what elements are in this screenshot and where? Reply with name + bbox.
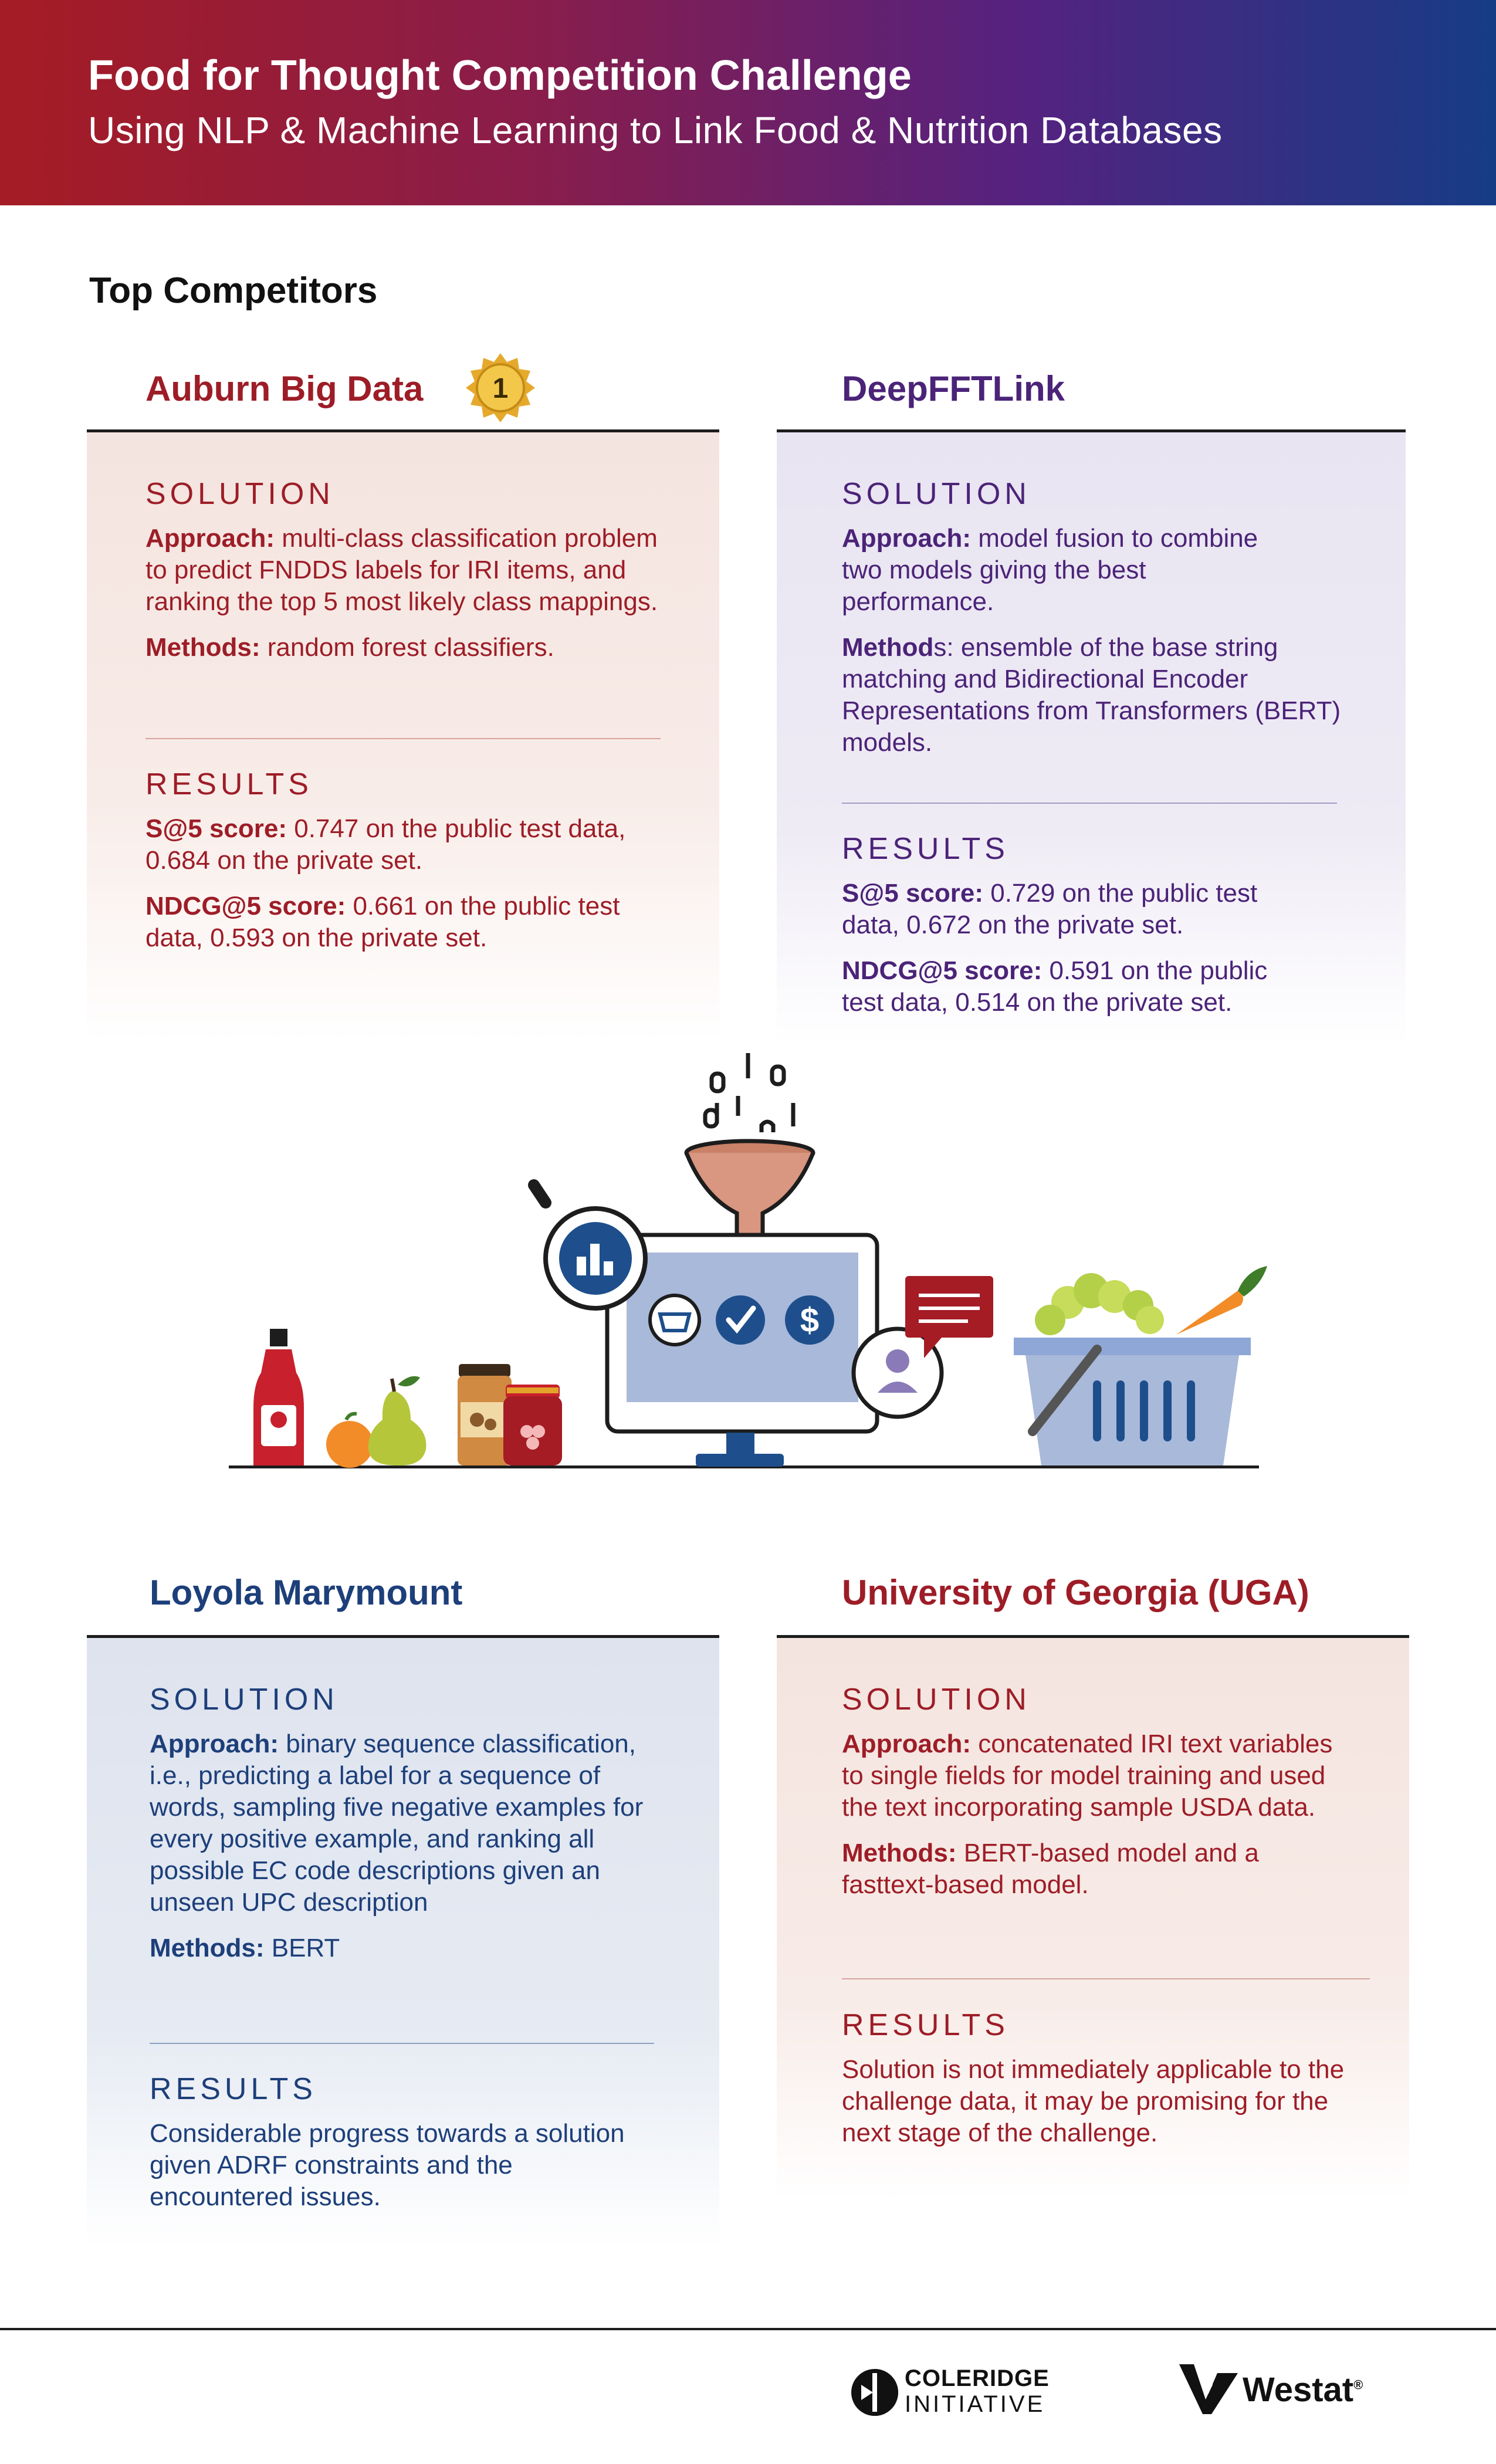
illustration bbox=[0, 1044, 1496, 1490]
approach-label: Approach: bbox=[842, 524, 971, 553]
s5-paragraph bbox=[145, 813, 662, 876]
results-loyola bbox=[150, 2073, 654, 2213]
divider-auburn bbox=[145, 738, 661, 739]
solution-heading: SOLUTION bbox=[150, 1683, 339, 1717]
team-name-loyola: Loyola Marymount bbox=[150, 1573, 463, 1612]
svg-text:$: $ bbox=[800, 1301, 820, 1339]
jars-icon bbox=[458, 1364, 562, 1465]
solution-loyola bbox=[150, 1684, 654, 1964]
results-auburn bbox=[145, 769, 662, 954]
coleridge-line1: COLERIDGE bbox=[905, 2365, 1050, 2391]
binary-digits-icon bbox=[705, 1053, 793, 1132]
approach-text: binary sequence classification, i.e., predicting a label for a sequence of words, sampling five negative examples for every positive example, and ranking all possible EC code descriptions given an unseen UPC description bbox=[150, 1729, 644, 1917]
ndcg-paragraph bbox=[842, 955, 1311, 1018]
ndcg-label: NDCG@5 score: bbox=[145, 892, 346, 920]
solution-auburn bbox=[145, 478, 662, 664]
divider-deepfftlink bbox=[842, 803, 1337, 804]
s5-paragraph bbox=[842, 878, 1311, 941]
results-uga bbox=[842, 2009, 1370, 2149]
approach-text: model fusion to combine two models giving the best performance. bbox=[842, 524, 1258, 616]
s5-label: S@5 score: bbox=[842, 879, 984, 908]
funnel-icon bbox=[686, 1141, 813, 1238]
team-name-deepfftlink: DeepFFTLink bbox=[842, 369, 1065, 408]
s5-label: S@5 score: bbox=[145, 814, 287, 843]
solution-deepfftlink bbox=[842, 478, 1358, 759]
approach-paragraph bbox=[842, 523, 1288, 618]
methods-label: Methods: bbox=[842, 1839, 957, 1867]
footer-divider bbox=[0, 2328, 1496, 2330]
page-title: Food for Thought Competition Challenge bbox=[88, 52, 912, 99]
methods-label: Methods: bbox=[145, 633, 260, 662]
results-heading: RESULTS bbox=[842, 2008, 1009, 2042]
westat-logo-text bbox=[1243, 2370, 1363, 2409]
approach-text: concatenated IRI text variables to single fields for model training and used the text incorporating sample USDA data. bbox=[842, 1729, 1333, 1822]
methods-text: s: ensemble of the base string matching and Bidirectional Encoder Representations from Transformers (BERT) models. bbox=[842, 633, 1341, 757]
approach-paragraph bbox=[842, 1728, 1358, 1823]
page-subtitle: Using NLP & Machine Learning to Link Food & Nutrition Databases bbox=[88, 109, 1223, 151]
solution-heading: SOLUTION bbox=[145, 477, 334, 511]
results-deepfftlink bbox=[842, 833, 1358, 1018]
approach-label: Approach: bbox=[842, 1729, 971, 1758]
vegetable-basket-icon bbox=[1014, 1266, 1267, 1465]
westat-registered-mark: ® bbox=[1353, 2377, 1363, 2392]
ndcg-text: 0.661 on the public test data, 0.593 on the private set. bbox=[145, 892, 620, 952]
westat-name: Westat bbox=[1243, 2371, 1354, 2409]
ndcg-text: 0.591 on the public test data, 0.514 on the private set. bbox=[842, 956, 1268, 1017]
section-title: Top Competitors bbox=[89, 270, 378, 311]
header-banner bbox=[0, 0, 1496, 205]
fruit-icon bbox=[326, 1376, 426, 1468]
magnifier-chart-icon bbox=[534, 1185, 645, 1308]
coleridge-logo-text bbox=[905, 2365, 1050, 2417]
basket-circle-icon bbox=[650, 1295, 699, 1345]
methods-paragraph bbox=[842, 632, 1346, 759]
methods-paragraph bbox=[150, 1932, 654, 1964]
s5-text: 0.729 on the public test data, 0.672 on the private set. bbox=[842, 879, 1258, 939]
ndcg-paragraph bbox=[145, 891, 662, 954]
check-circle-icon bbox=[716, 1295, 765, 1345]
methods-label: Methods: bbox=[150, 1934, 265, 1962]
results-text: Solution is not immediately applicable to the challenge data, it may be promising for the next stage of the challenge. bbox=[842, 2055, 1345, 2147]
results-text: Considerable progress towards a solution given ADRF constraints and the encountered issues. bbox=[150, 2119, 625, 2211]
coleridge-line2: INITIATIVE bbox=[905, 2391, 1045, 2417]
divider-uga bbox=[842, 1978, 1370, 1979]
solution-heading: SOLUTION bbox=[842, 477, 1031, 511]
divider-loyola bbox=[150, 2043, 654, 2044]
approach-label: Approach: bbox=[145, 524, 275, 553]
ndcg-label: NDCG@5 score: bbox=[842, 956, 1043, 985]
methods-text: random forest classifiers. bbox=[260, 633, 554, 662]
approach-label: Approach: bbox=[150, 1729, 279, 1758]
solution-uga bbox=[842, 1684, 1358, 1901]
coleridge-logo-icon bbox=[849, 2367, 900, 2418]
results-heading: RESULTS bbox=[842, 832, 1009, 866]
team-name-auburn: Auburn Big Data bbox=[145, 369, 424, 408]
results-heading: RESULTS bbox=[150, 2072, 317, 2106]
team-name-uga: University of Georgia (UGA) bbox=[842, 1573, 1309, 1612]
monitor-icon bbox=[607, 1235, 877, 1467]
badge-number: 1 bbox=[492, 373, 509, 404]
methods-text: BERT-based model and a fasttext-based model. bbox=[842, 1839, 1259, 1899]
methods-text: BERT bbox=[264, 1934, 340, 1962]
approach-paragraph bbox=[150, 1728, 654, 1918]
methods-label: Method bbox=[842, 633, 934, 662]
approach-text: multi-class classification problem to predict FNDDS labels for IRI items, and ranking the top 5 most likely class mappings. bbox=[145, 524, 658, 616]
methods-paragraph bbox=[145, 632, 662, 664]
solution-heading: SOLUTION bbox=[842, 1683, 1031, 1717]
methods-paragraph bbox=[842, 1837, 1299, 1901]
s5-text: 0.747 on the public test data, 0.684 on the private set. bbox=[145, 814, 626, 875]
results-heading: RESULTS bbox=[145, 767, 313, 801]
first-place-badge-icon bbox=[465, 352, 536, 424]
westat-logo-icon bbox=[1176, 2358, 1241, 2417]
ketchup-bottle-icon bbox=[253, 1329, 304, 1465]
approach-paragraph bbox=[145, 523, 662, 618]
